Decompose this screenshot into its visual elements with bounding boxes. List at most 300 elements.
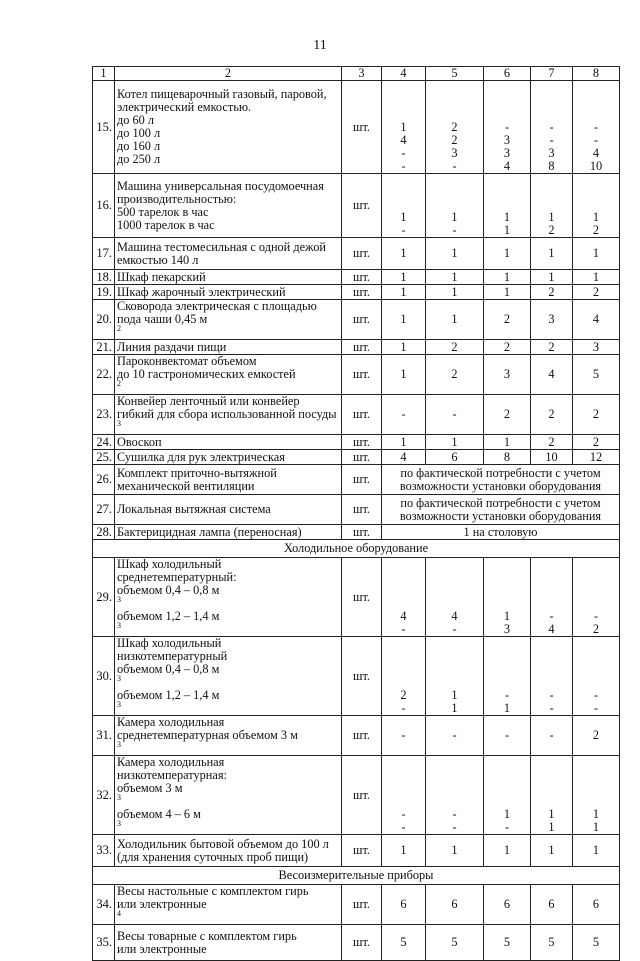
value-text: 1 — [503, 246, 511, 260]
value-cell — [426, 395, 484, 435]
value-cell — [426, 558, 484, 637]
item-name — [115, 435, 342, 450]
item-name-line-wrap — [117, 206, 339, 219]
value-cell — [382, 285, 426, 300]
unit-text: шт. — [353, 434, 370, 449]
value-text: - — [452, 223, 457, 237]
value-text: 2 — [503, 312, 511, 326]
value-text: 1 — [400, 843, 407, 857]
table-row — [93, 525, 620, 540]
row-number — [93, 637, 115, 716]
item-name-line-wrap — [117, 480, 339, 493]
value-cell — [426, 925, 484, 961]
unit-cell — [342, 558, 382, 637]
column-header — [573, 67, 620, 81]
unit-text: шт. — [353, 246, 370, 260]
value-text: 5 — [592, 367, 600, 381]
column-header-label: 7 — [548, 66, 555, 80]
item-name — [115, 835, 342, 867]
table-row — [93, 355, 620, 395]
value-cell — [484, 450, 531, 465]
row-number — [93, 756, 115, 835]
value-cell — [382, 340, 426, 355]
value-text: 1 — [451, 284, 458, 299]
column-header-label: 2 — [224, 66, 232, 80]
value-text: 2 — [451, 120, 458, 134]
footnote-mark: 3 — [117, 699, 121, 709]
value-cell — [382, 355, 426, 395]
value-text: - — [452, 807, 457, 821]
item-name-line: или электронные — [117, 897, 207, 911]
value-text: 1 — [400, 246, 407, 260]
value-cell — [382, 270, 426, 285]
row-number — [93, 495, 115, 525]
value-text: - — [549, 133, 554, 147]
value-text: 3 — [503, 622, 511, 636]
value-text: - — [549, 701, 554, 715]
unit-cell — [342, 495, 382, 525]
row-number — [93, 355, 115, 395]
item-name-line: 1000 тарелок в час — [117, 217, 215, 232]
row-number — [93, 395, 115, 435]
item-name-line-wrap — [117, 943, 339, 956]
value-text: 2 — [592, 622, 600, 636]
value-text: 3 — [503, 146, 511, 160]
item-name-line: до 10 гастрономических емкостей — [117, 367, 296, 381]
footnote-mark: 4 — [117, 908, 121, 918]
table-row — [93, 835, 620, 867]
value-text: - — [401, 159, 406, 173]
value-text: 2 — [503, 407, 511, 421]
item-name-line-wrap — [117, 729, 339, 755]
merged-value-text: по фактической потребности с учетом возможности установки оборудования — [399, 465, 602, 493]
row-number-text: 19. — [96, 284, 112, 299]
row-number — [93, 300, 115, 340]
value-text: 1 — [548, 820, 555, 834]
row-number-text: 18. — [96, 269, 112, 284]
unit-cell — [342, 174, 382, 238]
column-header-label: 6 — [503, 66, 511, 80]
row-number — [93, 450, 115, 465]
footnote-mark: 3 — [117, 792, 121, 802]
item-name — [115, 558, 342, 637]
value-cell — [426, 285, 484, 300]
value-cell — [573, 285, 620, 300]
value-text: 2 — [400, 688, 407, 702]
value-cell — [573, 558, 620, 637]
item-name-line: Шкаф холодильный — [117, 636, 222, 650]
row-number-text: 20. — [96, 312, 112, 326]
item-name-line: гибкий для сбора использованной посуды — [117, 407, 337, 421]
value-text: 1 — [503, 210, 511, 224]
row-number-text: 26. — [96, 472, 112, 486]
table-row — [93, 270, 620, 285]
unit-cell — [342, 756, 382, 835]
value-cell — [484, 340, 531, 355]
column-header-label: 5 — [451, 66, 458, 80]
item-name-line-wrap — [117, 219, 339, 232]
value-cell — [484, 558, 531, 637]
value-cell — [426, 637, 484, 716]
item-name-line: низкотемпературный — [117, 649, 228, 663]
item-name — [115, 637, 342, 716]
item-name-line-wrap — [117, 851, 339, 864]
column-header-label: 4 — [400, 66, 407, 80]
item-name-line: Комплект приточно-вытяжной — [117, 465, 277, 480]
unit-text: шт. — [353, 284, 370, 299]
item-name-line: до 100 л — [117, 126, 161, 140]
item-name-line: объемом 0,4 – 0,8 м — [117, 662, 220, 676]
row-number — [93, 285, 115, 300]
value-cell — [531, 285, 573, 300]
value-cell — [484, 716, 531, 756]
value-text: - — [452, 820, 457, 834]
value-text: 1 — [503, 269, 511, 284]
merged-value-cell — [382, 495, 620, 525]
table-row — [93, 81, 620, 174]
value-cell — [382, 716, 426, 756]
unit-text: шт. — [353, 728, 370, 742]
value-text: 4 — [400, 609, 407, 623]
item-name-line-wrap — [117, 153, 339, 166]
item-name-line: механической вентиляции — [117, 478, 255, 493]
item-name-line-wrap — [117, 808, 339, 834]
value-text: - — [504, 728, 510, 742]
header-row — [93, 67, 620, 81]
value-text: - — [593, 609, 599, 623]
value-text: 1 — [592, 807, 600, 821]
value-text: 6 — [451, 449, 458, 464]
value-text: 1 — [400, 312, 407, 326]
item-name-line-wrap — [117, 271, 339, 284]
unit-text: шт. — [353, 589, 370, 604]
value-cell — [531, 558, 573, 637]
unit-cell — [342, 238, 382, 270]
item-name — [115, 300, 342, 340]
unit-text: шт. — [353, 339, 370, 354]
unit-text: шт. — [353, 269, 370, 284]
item-name-line: Сковорода электрическая с площадью — [117, 299, 317, 313]
item-name-line: Камера холодильная — [117, 715, 225, 729]
table-row — [93, 558, 620, 637]
value-cell — [484, 81, 531, 174]
unit-text: шт. — [353, 312, 370, 326]
value-text: - — [593, 120, 599, 134]
value-text: 5 — [548, 935, 555, 949]
item-name-line-wrap — [117, 584, 339, 610]
item-name-line: производительностью: — [117, 191, 237, 206]
item-name-line: Камера холодильная — [117, 755, 225, 769]
section-title — [93, 540, 620, 558]
value-cell — [573, 925, 620, 961]
item-name-line-wrap — [117, 193, 339, 206]
value-cell — [484, 395, 531, 435]
footnote-mark: 3 — [117, 594, 121, 604]
value-cell — [531, 270, 573, 285]
item-name-line: электрический емкостью. — [117, 100, 252, 114]
item-name-line-wrap — [117, 180, 339, 193]
value-cell — [484, 238, 531, 270]
unit-text: шт. — [353, 472, 370, 486]
item-name-line-wrap — [117, 408, 339, 434]
item-name-line-wrap — [117, 254, 339, 267]
footnote-mark: 3 — [117, 818, 121, 828]
value-text: 1 — [503, 223, 511, 237]
value-text: - — [401, 807, 406, 821]
value-text: 6 — [400, 897, 407, 911]
value-text: 4 — [548, 367, 555, 381]
value-text: - — [401, 820, 406, 834]
value-text: 1 — [503, 701, 511, 715]
row-number-text: 35. — [96, 935, 112, 949]
value-text: 4 — [592, 312, 600, 326]
unit-cell — [342, 637, 382, 716]
unit-text: шт. — [353, 897, 370, 911]
value-text: 2 — [592, 284, 600, 299]
value-text: 1 — [548, 269, 555, 284]
unit-cell — [342, 395, 382, 435]
value-cell — [573, 835, 620, 867]
value-text: 4 — [451, 609, 458, 623]
value-text: 10 — [545, 449, 558, 464]
value-text: - — [452, 622, 457, 636]
row-number — [93, 270, 115, 285]
item-name — [115, 525, 342, 540]
item-name-line: Овоскоп — [117, 434, 162, 449]
item-name-line: Весы настольные с комплектом гирь — [117, 884, 309, 898]
value-text: 1 — [400, 120, 407, 134]
value-cell — [531, 835, 573, 867]
value-cell — [573, 756, 620, 835]
value-text: 3 — [503, 133, 511, 147]
value-text: 5 — [503, 935, 511, 949]
row-number-text: 33. — [96, 843, 112, 857]
value-text: 1 — [451, 246, 458, 260]
value-cell — [573, 300, 620, 340]
row-number — [93, 465, 115, 495]
value-text: 1 — [451, 688, 458, 702]
value-text: 1 — [592, 269, 600, 284]
item-name-line-wrap — [117, 930, 339, 943]
row-number-text: 28. — [96, 524, 112, 539]
value-cell — [531, 637, 573, 716]
row-number-text: 24. — [96, 434, 112, 449]
value-text: 1 — [548, 246, 555, 260]
value-cell — [531, 756, 573, 835]
value-text: 4 — [400, 449, 407, 464]
item-name — [115, 174, 342, 238]
value-cell — [573, 81, 620, 174]
table-row — [93, 465, 620, 495]
unit-cell — [342, 925, 382, 961]
item-name-line: Локальная вытяжная система — [117, 502, 271, 516]
value-text: - — [401, 728, 406, 742]
value-text: 4 — [503, 159, 511, 173]
item-name-line: среднетемпературный: — [117, 570, 237, 584]
table-row — [93, 174, 620, 238]
section-title — [93, 867, 620, 885]
value-text: 3 — [548, 312, 555, 326]
item-name-line-wrap — [117, 313, 339, 339]
item-name-line: объемом 3 м — [117, 781, 183, 795]
value-text: 1 — [451, 269, 458, 284]
value-text: 2 — [592, 728, 600, 742]
value-cell — [426, 450, 484, 465]
value-cell — [382, 637, 426, 716]
item-name-line-wrap — [117, 241, 339, 254]
value-text: 6 — [503, 897, 511, 911]
item-name — [115, 81, 342, 174]
item-name — [115, 355, 342, 395]
value-text: 1 — [548, 807, 555, 821]
value-cell — [426, 435, 484, 450]
item-name — [115, 285, 342, 300]
unit-cell — [342, 435, 382, 450]
value-text: 1 — [400, 284, 407, 299]
item-name-line: Котел пищеварочный газовый, паровой, — [117, 87, 327, 101]
item-name — [115, 395, 342, 435]
value-cell — [484, 285, 531, 300]
item-name-line-wrap — [117, 689, 339, 715]
value-text: 2 — [592, 223, 600, 237]
unit-text: шт. — [353, 407, 370, 421]
row-number-text: 29. — [96, 589, 112, 604]
item-name-line: Машина универсальная посудомоечная — [117, 178, 324, 193]
section-title-text: Весоизмерительные приборы — [278, 868, 434, 882]
value-text: 2 — [451, 339, 458, 354]
value-text: - — [504, 820, 510, 834]
value-text: 4 — [548, 622, 555, 636]
unit-text: шт. — [353, 502, 370, 516]
value-cell — [382, 835, 426, 867]
table-row — [93, 435, 620, 450]
value-text: - — [401, 622, 406, 636]
value-text: 2 — [548, 434, 555, 449]
value-text: - — [593, 701, 599, 715]
item-name-line: емкостью 140 л — [117, 252, 199, 267]
value-cell — [484, 637, 531, 716]
value-text: 1 — [503, 609, 511, 623]
item-name-line: 500 тарелок в час — [117, 204, 209, 219]
merged-value-text: 1 на столовую — [463, 524, 538, 539]
item-name-line: объемом 1,2 – 1,4 м — [117, 609, 220, 623]
value-cell — [382, 81, 426, 174]
unit-text: шт. — [353, 119, 370, 134]
unit-text: шт. — [353, 198, 370, 212]
item-name — [115, 465, 342, 495]
value-text: - — [549, 728, 554, 742]
value-text: - — [504, 688, 510, 702]
value-text: 1 — [503, 807, 511, 821]
row-number-text: 16. — [96, 198, 112, 212]
item-name-line-wrap — [117, 782, 339, 808]
column-header — [93, 67, 115, 81]
item-name-line: среднетемпературная объемом 3 м — [117, 728, 298, 742]
unit-cell — [342, 340, 382, 355]
row-number — [93, 340, 115, 355]
value-cell — [531, 395, 573, 435]
unit-cell — [342, 270, 382, 285]
item-name-line: Шкаф холодильный — [117, 557, 222, 571]
table-row — [93, 637, 620, 716]
value-cell — [382, 238, 426, 270]
table-row — [93, 450, 620, 465]
value-text: 6 — [451, 897, 458, 911]
value-cell — [426, 340, 484, 355]
table-row — [93, 238, 620, 270]
row-number-text: 30. — [96, 668, 112, 683]
footnote-mark: 3 — [117, 673, 121, 683]
value-text: - — [549, 609, 554, 623]
item-name-line-wrap — [117, 286, 339, 299]
table-row — [93, 300, 620, 340]
value-cell — [573, 340, 620, 355]
value-text: - — [593, 688, 599, 702]
value-cell — [531, 81, 573, 174]
value-text: 6 — [592, 897, 600, 911]
table-row — [93, 756, 620, 835]
item-name-line-wrap — [117, 610, 339, 636]
column-header-label: 1 — [100, 66, 107, 80]
unit-cell — [342, 525, 382, 540]
value-text: 1 — [503, 843, 511, 857]
value-text: 2 — [548, 223, 555, 237]
value-cell — [531, 716, 573, 756]
value-text: 1 — [592, 246, 600, 260]
item-name — [115, 716, 342, 756]
value-cell — [531, 450, 573, 465]
value-text: 2 — [503, 339, 511, 354]
value-text: 10 — [589, 159, 603, 173]
item-name — [115, 450, 342, 465]
row-number-text: 23. — [96, 407, 112, 421]
value-cell — [573, 435, 620, 450]
value-text: 5 — [592, 935, 600, 949]
unit-text: шт. — [353, 668, 370, 683]
value-cell — [573, 637, 620, 716]
item-name-line: пода чаши 0,45 м — [117, 312, 208, 326]
item-name-line: низкотемпературная: — [117, 768, 227, 782]
value-text: - — [549, 688, 554, 702]
value-cell — [573, 395, 620, 435]
footnote-mark: 3 — [117, 620, 121, 630]
value-text: 2 — [548, 284, 555, 299]
value-text: 1 — [592, 843, 600, 857]
value-cell — [531, 340, 573, 355]
value-cell — [531, 435, 573, 450]
value-text: 1 — [451, 701, 458, 715]
value-cell — [382, 450, 426, 465]
value-text: 3 — [592, 339, 600, 354]
footnote-mark: 2 — [117, 323, 121, 333]
unit-cell — [342, 465, 382, 495]
value-cell — [531, 300, 573, 340]
item-name-line-wrap — [117, 898, 339, 924]
value-cell — [484, 925, 531, 961]
value-cell — [426, 174, 484, 238]
row-number — [93, 525, 115, 540]
value-cell — [426, 300, 484, 340]
value-text: 2 — [451, 367, 458, 381]
value-text: 1 — [451, 434, 458, 449]
column-header — [484, 67, 531, 81]
value-text: 8 — [548, 159, 555, 173]
item-name-line-wrap — [117, 451, 339, 464]
value-cell — [531, 355, 573, 395]
value-text: 8 — [503, 449, 511, 464]
merged-value-cell — [382, 465, 620, 495]
value-cell — [426, 238, 484, 270]
